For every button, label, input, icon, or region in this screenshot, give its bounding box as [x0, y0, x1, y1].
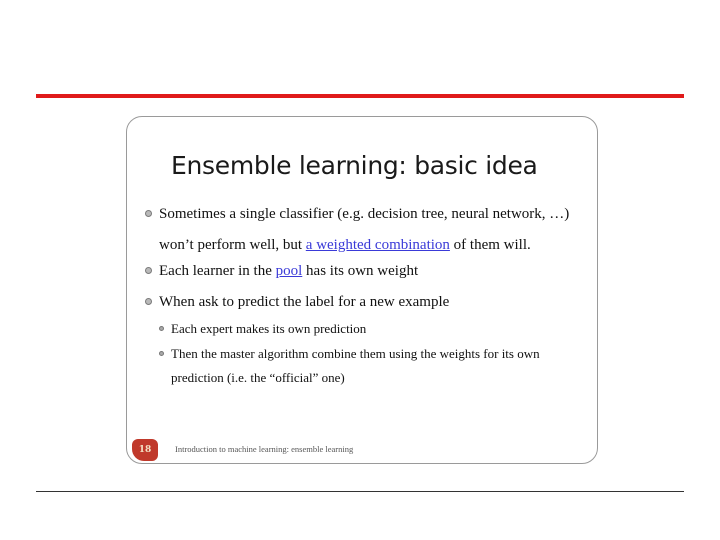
- bullet-text-part: Sometimes a single classifier (e.g. decision tree, neural network, …) won’t perform well, but: [159, 206, 570, 253]
- bullet-item: [145, 256, 590, 287]
- bullet-icon: [145, 298, 152, 305]
- sub-bullet-text: Each expert makes its own prediction: [171, 321, 367, 336]
- sub-bullet-item: [159, 317, 579, 341]
- weighted-combination-link[interactable]: a weighted combination: [305, 237, 450, 253]
- bullet-text-part: has its own weight: [302, 263, 419, 279]
- bullet-text-part: Each learner in the: [159, 263, 276, 279]
- bullet-item: [145, 287, 590, 318]
- bullet-text: When ask to predict the label for a new example: [159, 294, 450, 310]
- slide-footer: Introduction to machine learning: ensemble learning: [175, 444, 354, 454]
- bullet-text: [159, 199, 590, 261]
- bullet-item: [145, 199, 590, 261]
- bullet-icon: [145, 210, 152, 217]
- slide-title: Ensemble learning: basic idea: [171, 151, 538, 180]
- sub-bullet-icon: [159, 351, 164, 356]
- sub-bullet-icon: [159, 326, 164, 331]
- sub-bullet-text: Then the master algorithm combine them using the weights for its own prediction (i.e. the “official” one): [171, 346, 540, 385]
- page-number-badge: 18: [132, 439, 158, 461]
- bullet-text: [159, 256, 590, 287]
- top-red-rule: [36, 94, 684, 98]
- sub-bullet-item: [159, 342, 579, 390]
- bullet-text-part: of them will.: [449, 237, 531, 253]
- slide-image: [126, 116, 598, 464]
- pool-link[interactable]: pool: [275, 263, 303, 279]
- bullet-list: [127, 117, 597, 463]
- bullet-icon: [145, 267, 152, 274]
- bottom-rule: [36, 491, 684, 492]
